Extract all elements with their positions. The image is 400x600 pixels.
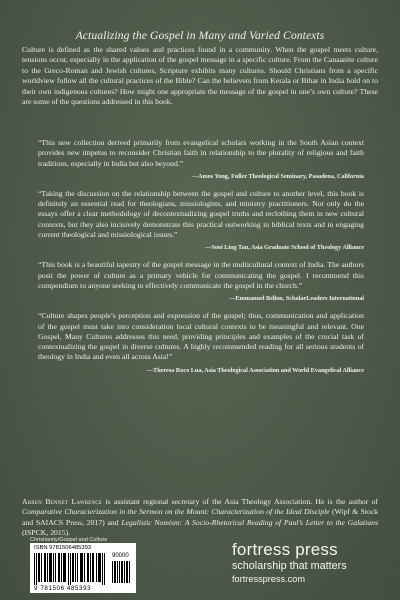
author-bio bbox=[22, 497, 378, 538]
publisher-block bbox=[232, 540, 382, 586]
bio-text: (Wipf & Stock and SAIACS Press, 2017) and bbox=[22, 507, 379, 527]
endorsement-text: “This new collection derived primarily from evangelical scholars working in the South Asian context provides new impetus to reconsider Christian faith in relationship to the plurality of religious and faith traditions, especially in India but also beyond.” bbox=[38, 138, 364, 168]
publisher-tagline: scholarship that matters bbox=[232, 560, 347, 572]
bio-text: (ISPCK, 2015). bbox=[22, 527, 71, 537]
author-name: Arren Bennet Lawrence bbox=[22, 497, 103, 506]
barcode-box bbox=[30, 543, 136, 593]
publisher-url: fortresspress.com bbox=[232, 574, 306, 584]
endorsements bbox=[38, 138, 364, 375]
endorsement-text: “Taking the discussion on the relationship between the gospel and culture to another level, this book is definitely an essential read for theologians, missiologists, and ministry practitioners. Not only do the essays offer a clear methodology of decontextualizing gospel truths and reclothing them in new cultural contexts, but they also incisively demonstrate this practical outworking in biblical texts and in engaging current theological and missiological issues.” bbox=[38, 188, 364, 240]
endorsement-4 bbox=[38, 311, 364, 374]
isbn-digits: 9 781506 485393 bbox=[34, 585, 92, 592]
bio-text: is assistant regional secretary of the Asia Theology Association. He is the author of bbox=[102, 497, 378, 506]
endorsement-2 bbox=[38, 189, 364, 252]
isbn-label: ISBN 9781506485393 bbox=[34, 545, 92, 551]
book-title: Comparative Characterization in the Sermon on the Mount: Characterization of the Ideal Disciple bbox=[22, 507, 330, 517]
price-code: 90000 bbox=[112, 553, 129, 559]
cover-heading: Actualizing the Gospel in Many and Varied Contexts bbox=[75, 29, 325, 42]
endorsement-3 bbox=[38, 260, 364, 303]
endorsement-attribution: —Amos Yong, Fuller Theological Seminary, Pasadena, California bbox=[191, 172, 364, 180]
barcode-icon bbox=[34, 553, 108, 585]
endorsement-attribution: —Emmanuel Bellon, ScholarLeaders International bbox=[229, 295, 364, 303]
endorsement-text: “Culture shapes people’s perception and expression of the gospel; thus, communication and application of the gospel must take into consideration local cultural contexts to be meaningful and relevant. One Gospel, Many Cultures addresses this need, providing principles and examples of the crucial task of contextualizing the gospel in diverse cultures. A highly recommended reading for all serious students of theology in India and even all across Asia!” bbox=[38, 311, 364, 362]
price-barcode-icon bbox=[112, 561, 132, 583]
endorsement-text: “This book is a beautiful tapestry of the gospel message in the multicultural context of India. The authors posit the power of culture as a primary vehicle for communicating the gospel. I recommend this compendium to anyone seeking to effectively communicate the gospel in the church.” bbox=[38, 260, 364, 290]
category-label: Christianity/Gospel and Culture bbox=[30, 537, 108, 543]
endorsement-attribution: —Theresa Roco Lua, Asia Theological Association and World Evangelical Alliance bbox=[146, 366, 364, 374]
book-title: Legalistic Nomism: A Socio-Rhetorical Reading of Paul’s Letter to the Galatians bbox=[121, 517, 378, 527]
endorsement-1 bbox=[38, 138, 364, 181]
intro-paragraph: Culture is defined as the shared values and practices found in a community. When the gospel meets culture, tensions occur, especially in the application of the gospel message in a specific culture. From the Canaanite culture to the Greco-Roman and Jewish cultures, Scripture exhibits many cultures. Should Christians from a specific worldview follow all the cultural practices of the Bible? Can the believers from Kerala or Bihar in India hold on to their own indigenous cultures? How might one appropriate the message of the gospel in one’s own culture? These are some of the questions addressed in this book. bbox=[22, 45, 378, 107]
publisher-name: fortress press bbox=[232, 540, 338, 559]
endorsement-attribution: —Sooi Ling Tan, Asia Graduate School of Theology Alliance bbox=[205, 244, 364, 252]
